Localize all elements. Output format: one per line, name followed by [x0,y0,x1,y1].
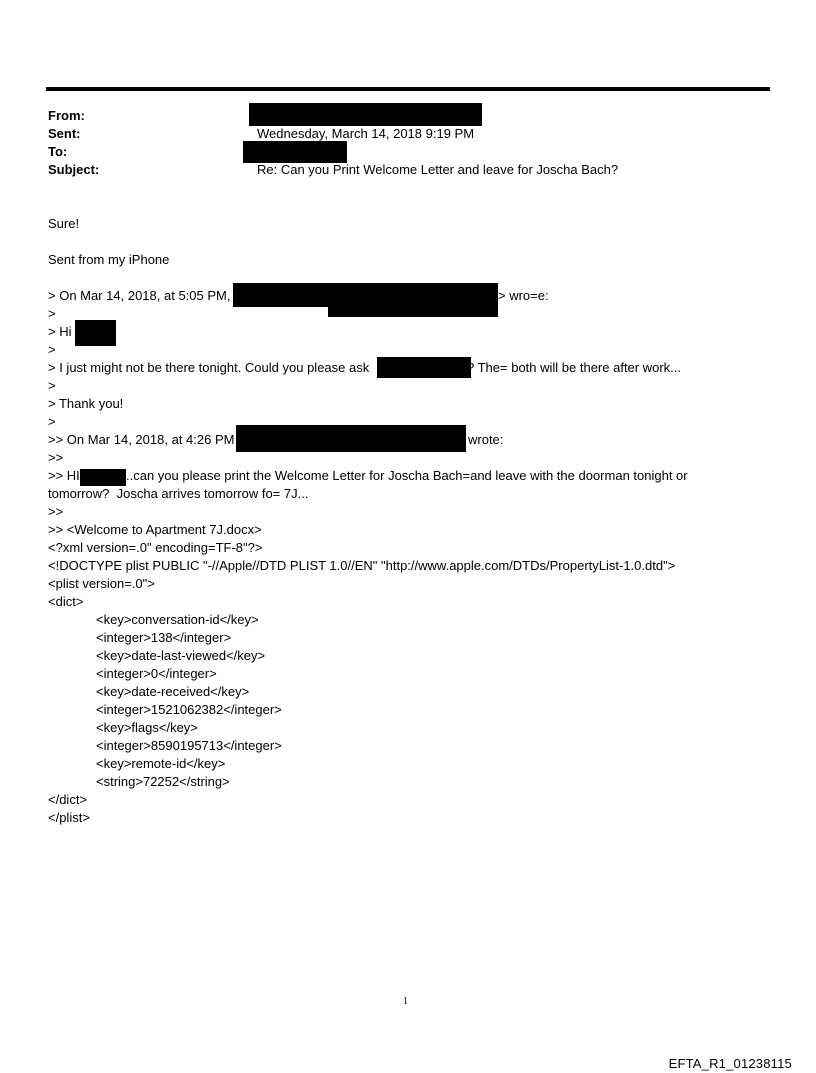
dict-line: <integer>138</integer> [96,630,232,645]
sender-email-redaction [328,283,498,317]
dict-line: <key>date-received</key> [96,684,250,699]
page-number: 1 [403,996,408,1007]
header-rule [46,87,770,91]
sent-value: Wednesday, March 14, 2018 9:19 PM [257,126,475,141]
sender-name-redaction [233,283,328,307]
dict-line: <key>conversation-id</key> [96,612,259,627]
xml-plist-close: </plist> [48,810,90,825]
quote-line-10: >> [48,450,64,465]
quote-line-1 [48,287,230,305]
dict-line: <integer>0</integer> [96,666,217,681]
dict-line: <key>flags</key> [96,720,198,735]
original-sender-redaction [236,425,466,452]
xml-plist-open: <plist version=.0"> [48,576,155,591]
reply-text: Sure! [48,216,80,231]
attachment-line: >> <Welcome to Apartment 7J.docx> [48,522,262,537]
signature-text: Sent from my iPhone [48,252,170,267]
from-label: From: [48,108,85,123]
dict-line: <integer>8590195713</integer> [96,738,282,753]
to-label: To: [48,144,68,159]
quote-line-6: > [48,378,56,393]
dict-line: <string>72252</string> [96,774,230,789]
quote-line-4: > [48,342,56,357]
xml-doctype: <!DOCTYPE plist PUBLIC "-//Apple//DTD PLIST 1.0//EN" "http://www.apple.com/DTDs/PropertyList-1.0.dtd"> [48,558,676,573]
dict-line: <key>remote-id</key> [96,756,226,771]
quote-line-8: > [48,414,56,429]
quote-line-5-suffix: ? The= both will be there after work... [467,360,682,375]
document-id: EFTA_R1_01238115 [668,1056,792,1071]
greeting-name-redaction [75,320,116,346]
ask-name-redaction [377,357,471,378]
subject-value: Re: Can you Print Welcome Letter and leave for Joscha Bach? [257,162,619,177]
quote-line-7: > Thank you! [48,396,124,411]
xml-dict-open: <dict> [48,594,84,609]
quote-line-11-suffix: ..can you please print the Welcome Letter for Joscha Bach=and leave with the doorman tonight or [126,468,688,483]
quote-line-9: >> On Mar 14, 2018, at 4:26 PM [48,432,235,447]
quote-line-1-prefix: > On Mar 14, 2018, at 5:05 PM, [48,288,231,303]
sent-label: Sent: [48,126,81,141]
quote-line-12: tomorrow? Joscha arrives tomorrow fo= 7J... [48,486,309,501]
quote-line-9-suffix: wrote: [468,432,504,447]
dict-line: <key>date-last-viewed</key> [96,648,266,663]
to-redaction [243,141,347,163]
quote-line-2: > [48,306,56,321]
quote-line-1-suffix: > wro=e: [498,288,549,303]
dict-line: <integer>1521062382</integer> [96,702,282,717]
quote-line-5: > I just might not be there tonight. Could you please ask [48,360,370,375]
xml-dict-close: </dict> [48,792,88,807]
subject-label: Subject: [48,162,100,177]
quote-line-11: >> HI [48,468,80,483]
quote-line-13: >> [48,504,64,519]
from-redaction [249,103,482,126]
xml-declaration: <?xml version=.0" encoding=TF-8"?> [48,540,263,555]
recipient-name-redaction [80,469,126,486]
quote-line-3: > Hi [48,324,72,339]
